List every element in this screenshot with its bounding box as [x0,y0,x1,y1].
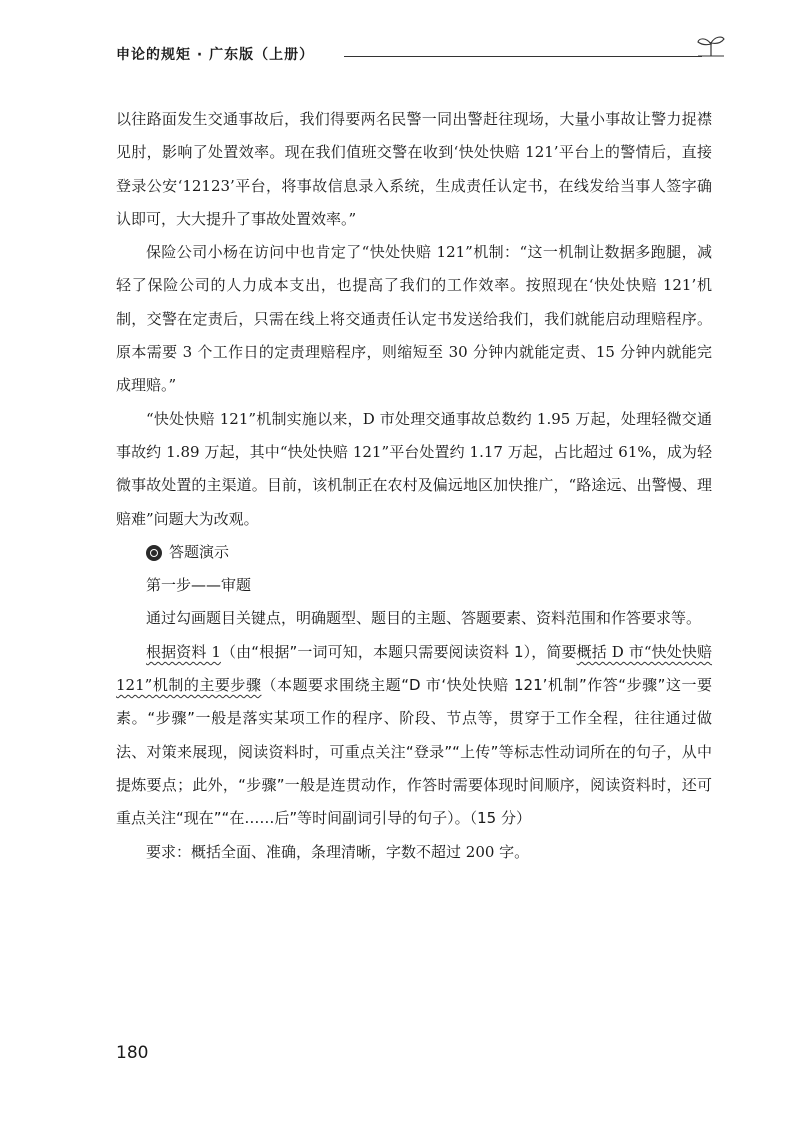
question-keyword: 概括 D 市“快处快赔 121”机制的主要步骤 [116,642,713,695]
running-header-title: 申论的规矩 · 广东版（上册） [116,47,315,63]
question-note: （由“根据”一词可知，本题只需要阅读资料 1），简要 [220,642,577,661]
sprout-icon [694,34,728,60]
question-score: （15 分） [469,809,531,828]
question-paragraph [116,636,712,836]
running-header [116,34,716,70]
question-keyword: 根据资料 1 [146,642,221,661]
paragraph: “快处快赔 121”机制实施以来，D 市处理交通事故总数约 1.95 万起，处理轻微交通事故约 1.89 万起，其中“快处快赔 121”平台处置约 1.17 万起，占比超过 61%，成为轻微事故处置的主渠道。目前，该机制正在农村及偏远地区加快推广，“路途远、出警慢、理赔难”问题大为改观。 [116,409,712,528]
section-title: 答题演示 [169,542,230,561]
paragraph: 保险公司小杨在访问中也肯定了“快处快赔 121”机制：“这一机制让数据多跑腿，减轻了保险公司的人力成本支出，也提高了我们的工作效率。按照现在‘快处快赔 121’机制，交警在定责后，只需在线上将交通责任认定书发送给我们，我们就能启动理赔程序。原本需要 3 个工作日的定责理赔程序，则缩短至 30 分钟内就能定责、15 分钟内就能完成理赔。” [116,243,712,395]
section-heading [116,536,712,569]
step-heading: 第一步——审题 [146,576,252,595]
question-note: （本题要求围绕主题“D 市‘快处快赔 121’机制”作答“步骤”这一要素。“步骤”一般是落实某项工作的程序、阶段、节点等，贯穿于工作全程，往往通过做法、对策来展现，阅读资料时，可重点关注“登录”“上传”等标志性动词所在的句子，从中提炼要点；此外，“步骤”一般是连贯动作，作答时需要体现时间顺序，阅读资料时，还可重点关注“现在”“在……后”等时间副词引导的句子）。 [116,676,712,828]
page-number: 180 [116,1043,149,1063]
gear-badge-icon [146,545,162,561]
header-rule [344,56,702,57]
requirement-paragraph: 要求：概括全面、准确，条理清晰，字数不超过 200 字。 [146,842,530,861]
paragraph: 通过勾画题目关键点，明确题型、题目的主题、答题要素、资料范围和作答要求等。 [146,609,702,628]
main-text [116,103,712,869]
paragraph: 以往路面发生交通事故后，我们得要两名民警一同出警赶往现场，大量小事故让警力捉襟见肘，影响了处置效率。现在我们值班交警在收到‘快处快赔 121’平台上的警情后，直接登录公安‘12123’平台，将事故信息录入系统，生成责任认定书，在线发给当事人签字确认即可，大大提升了事故处置效率。” [116,110,712,228]
